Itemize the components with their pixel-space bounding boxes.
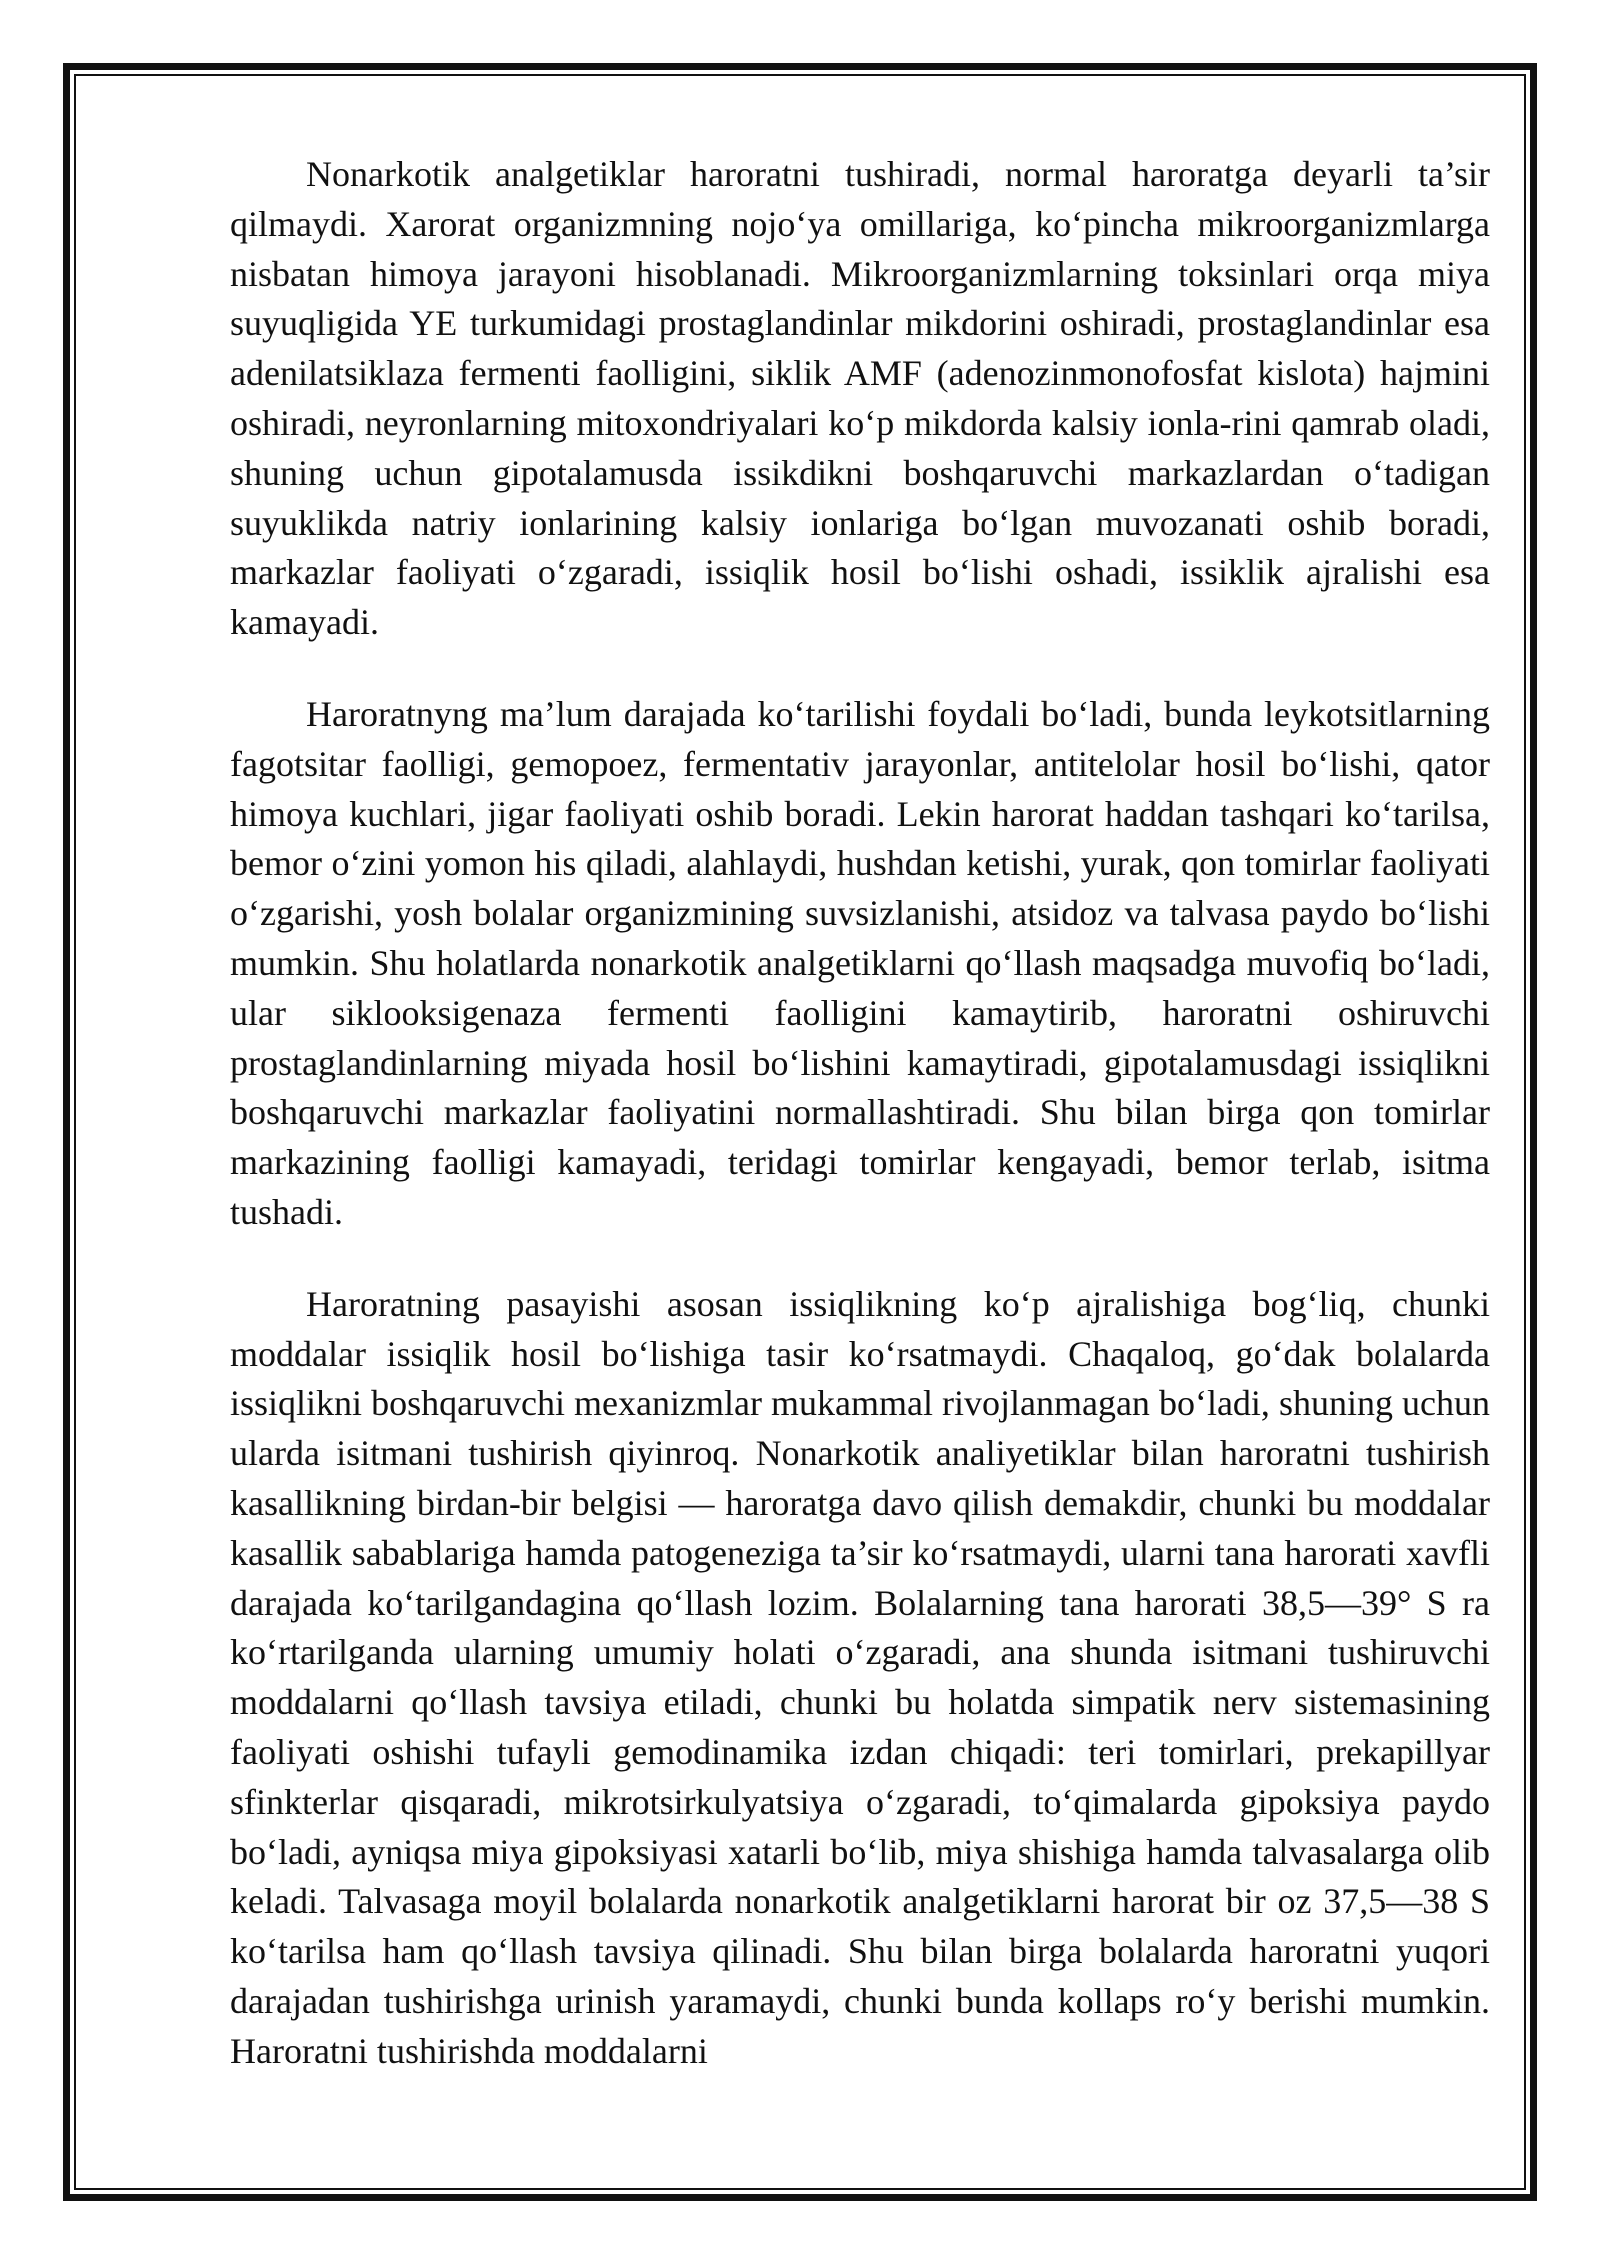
paragraph: Haroratning pasayishi asosan issiqlikning ko‘p ajralishiga bog‘liq, chunki moddalar issiqlik hosil bo‘lishiga tasir ko‘rsatmaydi. Chaqaloq, go‘dak bolalarda issiqlikni boshqaruvchi mexanizmlar mukammal rivojlanmagan bo‘ladi, shuning uchun ularda isitmani tushirish qiyinroq. Nonarkotik analiyetiklar bilan haroratni tushirish kasallikning birdan-bir belgisi — haroratga davo qilish demakdir, chunki bu moddalar kasallik sabablariga hamda patogeneziga ta’sir ko‘rsatmaydi, ularni tana harorati xavfli darajada ko‘tarilgandagina qo‘llash lozim. Bolalarning tana harorati 38,5—39° S ra ko‘rtarilganda ularning umumiy holati o‘zgaradi, ana shunda isitmani tushiruvchi moddalarni qo‘llash tavsiya etiladi, chunki bu holatda simpatik nerv sistemasining faoliyati oshishi tufayli gemodinamika izdan chiqadi: teri tomirlari, prekapillyar sfinkterlar qisqaradi, mikrotsirkulyatsiya o‘zgaradi, to‘qimalarda gipoksiya paydo bo‘ladi, ayniqsa miya gipoksiyasi xatarli bo‘lib, miya shishiga hamda talvasalarga olib keladi. Talvasaga moyil bolalarda nonarkotik analgetiklarni harorat bir oz 37,5—38 S ko‘tarilsa ham qo‘llash tavsiya qilinadi. Shu bilan birga bolalarda haroratni yuqori darajadan tushirishga urinish yaramaydi, chunki bunda kollaps ro‘y berishi mumkin. Haroratni tushirishda moddalarni bbox=[230, 1283, 1490, 2071]
document-body bbox=[230, 150, 1490, 2118]
paragraph: Haroratnyng ma’lum darajada ko‘tarilishi foydali bo‘ladi, bunda leykotsitlarning fagotsitar faolligi, gemopoez, fermentativ jarayonlar, antitelolar hosil bo‘lishi, qator himoya kuchlari, jigar faoliyati oshib boradi. Lekin harorat haddan tashqari ko‘tarilsa, bemor o‘zini yomon his qiladi, alahlaydi, hushdan ketishi, yurak, qon tomirlar faoliyati o‘zgarishi, yosh bolalar organizmining suvsizlanishi, atsidoz va talvasa paydo bo‘lishi mumkin. Shu holatlarda nonarkotik analgetiklarni qo‘llash maqsadga muvofiq bo‘ladi, ular siklooksigenaza fermenti faolligini kamaytirib, haroratni oshiruvchi prostaglandinlarning miyada hosil bo‘lishini kamaytiradi, gipotalamusdagi issiqlikni boshqaruvchi markazlar faoliyatini normallashtiradi. Shu bilan birga qon tomirlar markazining faolligi kamayadi, teridagi tomirlar kengayadi, bemor terlab, isitma tushadi. bbox=[230, 693, 1490, 1232]
paragraph: Nonarkotik analgetiklar haroratni tushiradi, normal haroratga deyarli ta’sir qilmaydi. Xarorat organizmning nojo‘ya omillariga, ko‘pincha mikroorganizmlarga nisbatan himoya jarayoni hisoblanadi. Mikroorganizmlarning toksinlari orqa miya suyuqligida YE turkumidagi prostaglandinlar mikdorini oshiradi, prostaglandinlar esa adenilatsiklaza fermenti faolligini, siklik AMF (adenozinmonofosfat kislota) hajmini oshiradi, neyronlarning mitoxondriyalari ko‘p mikdorda kalsiy ionla-rini qamrab oladi, shuning uchun gipotalamusda issikdikni boshqaruvchi markazlardan o‘tadigan suyuklikda natriy ionlarining kalsiy ionlariga bo‘lgan muvozanati oshib boradi, markazlar faoliyati o‘zgaradi, issiqlik hosil bo‘lishi oshadi, issiklik ajralishi esa kamayadi. bbox=[230, 154, 1490, 643]
